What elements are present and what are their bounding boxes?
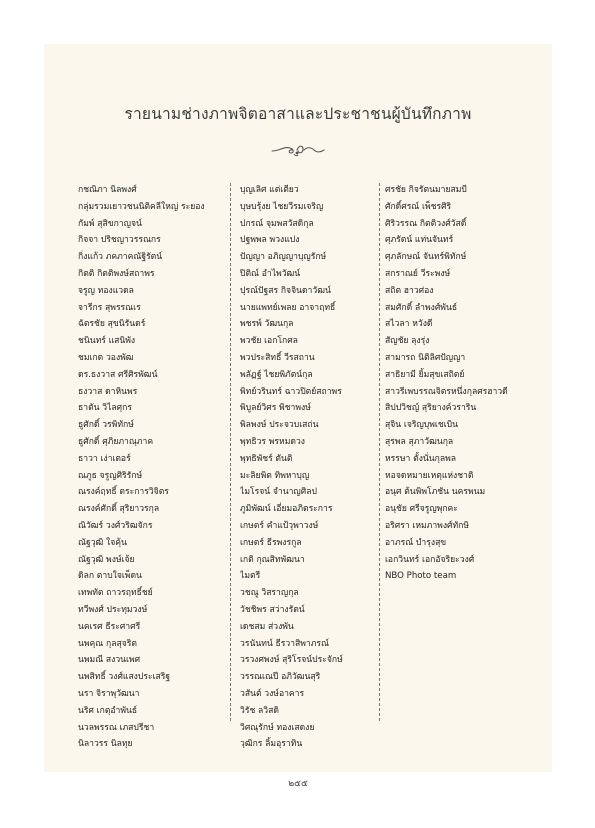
contributor-name: วรวงศพงษ์ สุริโรจน์ประจักษ์ [240, 655, 343, 666]
contributor-name: พลัฏฐ์ ไชยพิภัตน์กุล [240, 369, 313, 380]
contributor-name: นพมณี สงวนเพศ [78, 655, 141, 666]
name-column-3 [385, 182, 508, 585]
contributor-name: นวลพรรณ เภสปรีชา [78, 722, 155, 733]
contributor-name: ณรงค์ศักดิ์ สุริยาวรกุล [78, 504, 160, 515]
contributor-name: กิจจา ปริชญาวรรณกร [78, 235, 161, 246]
contributor-name: ศักดิ์ศรณ์ เพ็ชรศิริ [385, 201, 452, 212]
contributor-name: วชณู วิสราญกุล [240, 588, 299, 599]
contributor-name: นิลาวรร นิลทุย [78, 739, 133, 750]
contributor-name: กิตติ กิตติพงษ์สถาพร [78, 268, 155, 279]
contributor-name: เกษตร์ คำแป้วุพาวงษ์ [240, 520, 319, 531]
contributor-name: กิ่งแก้ว ภคภาคณัฐิรัตน์ [78, 252, 163, 263]
contributor-name: พิทย์วรินทร์ ฉาวปิตย์สถาพร [240, 386, 342, 397]
contributor-name: ศิริวรรณ กิตติวงศ์วัสดิ์ [385, 218, 467, 229]
contributor-name: นริศ เกตุอำพันธ์ [78, 705, 138, 716]
contributor-name: ปัญญา อภิญญาบุญรักษ์ [240, 252, 327, 263]
contributor-name: บุญเลิศ แต่เตียว [240, 185, 299, 195]
contributor-name: เกษตร์ ธีรพงรกูล [240, 537, 302, 548]
contributor-name: ชนินทร์ แสนิพัง [78, 336, 136, 347]
contributor-name: ณัฐวุฒิ ใจคุ้น [78, 537, 127, 548]
contributor-name: นรา จิราพุวัฒนา [78, 688, 140, 699]
contributor-name: กชณิภา นิลพงศ์ [78, 185, 137, 195]
contributor-name: เอกวินทร์ เอกอัจริยะวงศ์ [385, 554, 475, 565]
contributor-name: มะลิยพิต ทิพหาบุญ [240, 470, 310, 481]
contributor-name: ธงวาส ดาหินพร [78, 386, 138, 397]
contributor-name: พวชัย เอกโกศล [240, 336, 298, 347]
contributor-name: สไวลา หวังดี [385, 319, 433, 330]
contributor-name: วรนันทน์ ธีรวาสิพาภรณ์ [240, 638, 329, 649]
book-page [44, 44, 552, 789]
contributor-name: หรรษา ตั้งนั่นกุลพล [385, 453, 457, 464]
contributor-name: วัชชิพร สว่างรัตน์ [240, 604, 305, 615]
contributor-name: ณัฐวุฒิ พงษ์เจ้ย [78, 554, 135, 565]
contributor-name: พิบูลย์วิศร พิชาพงษ์ [240, 403, 311, 414]
contributor-name: ภูมิพัฒน์ เอี่ยมอภิตระการ [240, 504, 333, 515]
contributor-name: ปฐพพล พวงแปง [240, 235, 300, 246]
contributor-name: สถิต ฮาวศ่อง [385, 285, 434, 296]
contributor-name: นายแพทย์เพลย อาจาฤทธิ์ [240, 302, 336, 313]
contributor-name: เดชสม ส่วงพัน [240, 621, 294, 632]
contributor-name: สามารถ นิติลิศปัญญา [385, 352, 466, 363]
column-divider [379, 183, 380, 721]
contributor-name: ธาวา เง่าเตอร์ [78, 453, 131, 464]
contributor-name: NBO Photo team [385, 571, 457, 582]
contributor-name: อาภรณ์ บำรุงสุข [385, 537, 447, 548]
contributor-name: ปกรณ์ จุมพสวัสดิกุล [240, 218, 314, 229]
contributor-name: ฉัตรชัย สุขนิรันดร์ [78, 319, 146, 330]
contributor-name: พุทธิวร พรหมดวง [240, 436, 305, 447]
contributor-name: นคเรศ ธีระศาศรี [78, 621, 141, 632]
contributor-name: สมศักดิ์ ลำพงศ์พันธ์ [385, 302, 458, 313]
contributor-name: ไมตรี [240, 571, 261, 582]
contributor-name: ณภูธ จรูญศิริรักษ์ [78, 470, 143, 481]
contributor-name: สุจิน เจริญบุพเชเบิน [385, 420, 458, 431]
contributor-name: จารีกร สุพรรณเร [78, 302, 141, 313]
contributor-name: ดร.ธงวาส ศรีศิรพัฒน์ [78, 369, 158, 380]
contributor-name: สัญชัย ลุงรุ่ง [385, 336, 430, 347]
contributor-name: ศุภรัตน์ แท่นจันทร์ [385, 235, 454, 246]
contributor-name: ปิติณ์ อำไพวัฒน์ [240, 268, 301, 279]
column-divider [230, 183, 231, 721]
contributor-name: เทพทัต ถาวรฤทธิ์ชย์ [78, 588, 153, 599]
contributor-name: พชรพ์ วัฒนกุล [240, 319, 294, 330]
contributor-name: วรรณเณปี อภิวัฒนสุริ [240, 672, 321, 683]
contributor-name: วิศณุรักษ์ ทองเสดงย [240, 722, 315, 733]
contributor-name: บุษบรุ้งย ไชยวีรมเจริญ [240, 201, 324, 212]
page-title: รายนามช่างภาพจิตอาสาและประชาชนผู้บันทึกภาพ [124, 105, 472, 123]
contributor-name: ณรงค์ฤทธิ์ ตระการวิจิตร [78, 487, 169, 498]
contributor-name: หอจดหมายเหตุแห่งชาติ [385, 470, 474, 481]
contributor-name: สิปปวิชญ์ สุริยางค์วราริน [385, 403, 477, 414]
contributor-name: กลุ่มรวมเยาวชนนิติคลีใหญ่ ระยอง [78, 201, 205, 212]
contributor-name: สกราณย์ วีระพงษ์ [385, 268, 451, 279]
contributor-name: ธาตัน วิไลศุกร [78, 403, 132, 414]
contributor-name: สาวรีเพบรรณจิตรหนึ่งกุลศรฮาวดี [385, 386, 508, 397]
contributor-name: ดิลก ตาบใจเพ็ดน [78, 571, 142, 582]
contributor-name: ชมเกด วองพัฒ [78, 352, 134, 363]
contributor-name: สาธิยามี ยิ้มสุขเสถิตย์ [385, 369, 465, 380]
contributor-name: เกติ กุณสิทพัฒนา [240, 554, 305, 565]
contributor-name: นพสิทธิ์ วงศ์แสงประเสริฐ [78, 672, 171, 683]
contributor-name: ศุภลักษณ์ จันทร์พิทักษ์ [385, 252, 467, 263]
contributor-name: ธูศักดิ์ ศุภิยภาณุภาค [78, 436, 154, 447]
contributor-name: อริศรา เหมภาพงศ์ทักษิ [385, 520, 470, 531]
contributor-name: อนุศ ต้นพิพโภชัน นครพนม [385, 487, 486, 498]
contributor-name: ทวีพงศ์ ประทุมวงษ์ [78, 604, 148, 615]
contributor-name: พวประสิทธิ์ วีรสถาน [240, 352, 315, 363]
name-column-1 [78, 182, 205, 753]
contributor-name: นพคุณ กุลสุจริต [78, 638, 137, 649]
contributor-name: จรูญ ทองแวดล [78, 285, 134, 296]
contributor-name: สุรพล สุภาวัฒนกุล [385, 436, 454, 447]
contributor-name: ณิวัฒร์ วงศ์วริฒจักร [78, 520, 153, 531]
contributor-name: วิรัช ลวิสดิ [240, 705, 279, 716]
decorative-flourish-icon [270, 142, 326, 158]
contributor-name: ธูศักดิ์ วรพิทักษ์ [78, 420, 134, 431]
contributor-name: ปุรณ์ปัฐสร กิจจินดาวัฒน์ [240, 285, 331, 296]
contributor-name: ศรชัย กิจรัตนมายสมบี [385, 185, 467, 195]
page-number: ๒๕๕ [288, 779, 308, 789]
contributor-name: พุทธิพัชร์ ตันติ [240, 453, 293, 464]
contributor-name: วสันต์ วงษ์อาคาร [240, 688, 305, 699]
contributor-name: กัมพ์ สุสิขกาญจน์ [78, 218, 142, 229]
contributor-name: พิลพงษ์ ประจวบเสถ่น [240, 420, 319, 431]
name-column-2 [240, 182, 343, 753]
contributor-name: วุฒิกร ลิ้มอุราทิน [240, 739, 303, 750]
contributor-name: อนุชัย ศรีจรูญพุกคะ [385, 504, 458, 515]
contributor-name: ไมโรจน์ จำนาญศิลป [240, 487, 317, 498]
